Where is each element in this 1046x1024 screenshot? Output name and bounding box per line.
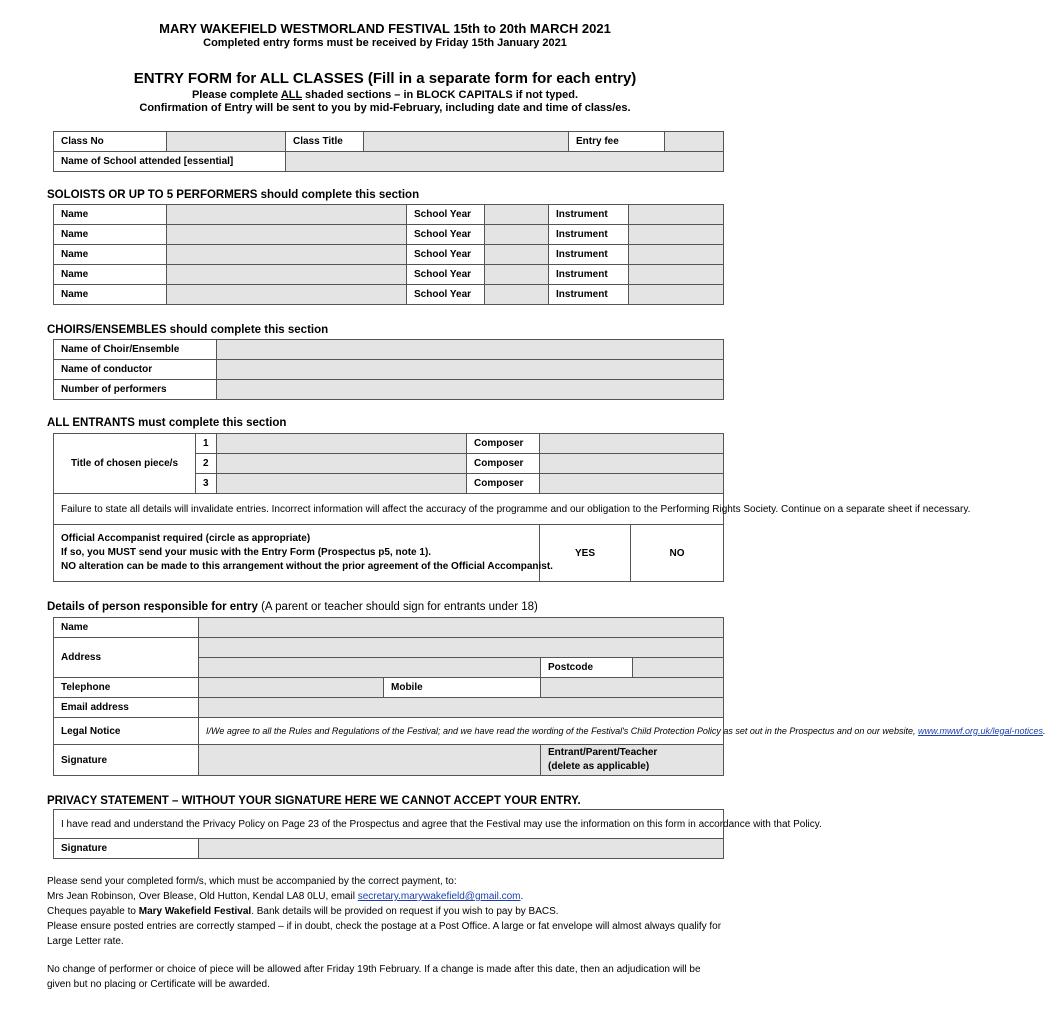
yes-option[interactable]: YES (540, 525, 631, 582)
piece-number: 1 (196, 434, 217, 454)
performers-field[interactable] (217, 380, 724, 400)
entrants-heading: ALL ENTRANTS must complete this section (47, 417, 287, 429)
confirmation-text: Confirmation of Entry will be sent to you by mid-February, including date and time of class/es. (139, 102, 631, 114)
soloist-name-field[interactable] (167, 265, 407, 285)
address-field-2[interactable] (199, 658, 541, 678)
instrument-label: Instrument (549, 265, 629, 285)
address-line: Mrs Jean Robinson, Over Blease, Old Hutton, Kendal LA8 0LU, email secretary.marywakefield@gmail.com. (47, 891, 524, 902)
piece-number: 3 (196, 474, 217, 494)
change-policy (47, 962, 727, 992)
privacy-signature-label: Signature (54, 839, 199, 859)
instrument-field[interactable] (629, 205, 724, 225)
send-line: Please send your completed form/s, which must be accompanied by the correct payment, to: (47, 876, 457, 887)
privacy-table (53, 809, 822, 859)
telephone-field[interactable] (199, 678, 384, 698)
conductor-label: Name of conductor (54, 360, 217, 380)
composer-label: Composer (467, 434, 540, 454)
name-label: Name (54, 618, 199, 638)
composer-field[interactable] (540, 474, 724, 494)
soloist-name-label: Name (54, 225, 167, 245)
instrument-field[interactable] (629, 265, 724, 285)
soloist-name-field[interactable] (167, 245, 407, 265)
piece-title-field[interactable] (217, 474, 467, 494)
soloist-name-label: Name (54, 285, 167, 305)
performers-label: Number of performers (54, 380, 217, 400)
soloist-name-label: Name (54, 265, 167, 285)
instrument-field[interactable] (629, 285, 724, 305)
piece-title-field[interactable] (217, 434, 467, 454)
school-label: Name of School attended [essential] (54, 152, 286, 172)
no-option[interactable]: NO (631, 525, 724, 582)
soloist-name-field[interactable] (167, 285, 407, 305)
composer-label: Composer (467, 454, 540, 474)
postcode-field[interactable] (633, 658, 724, 678)
class-info-table (53, 131, 724, 172)
instrument-label: Instrument (549, 245, 629, 265)
piece-title-label: Title of chosen piece/s (54, 434, 196, 494)
entry-fee-label: Entry fee (569, 132, 665, 152)
composer-label: Composer (467, 474, 540, 494)
cheque-line: Cheques payable to Mary Wakefield Festival. Bank details will be provided on request if you wish to pay by BACS. (47, 906, 559, 917)
form-title: ENTRY FORM for ALL CLASSES (Fill in a separate form for each entry) (133, 70, 637, 87)
signer-role: Entrant/Parent/Teacher (delete as applicable) (541, 745, 724, 776)
soloist-name-label: Name (54, 205, 167, 225)
entry-fee-field[interactable] (665, 132, 724, 152)
class-title-field[interactable] (364, 132, 569, 152)
instructions: Please complete ALL shaded sections – in BLOCK CAPITALS if not typed. (191, 89, 579, 101)
responsible-table (53, 617, 1046, 776)
legal-notice-text: I/We agree to all the Rules and Regulations of the Festival; and we have read the wording of the Festival's Child Protection Policy as set out in the Prospectus and on our website, www.mwwf.org.uk/legal-notices. (199, 718, 724, 745)
piece-number: 2 (196, 454, 217, 474)
email-label: Email address (54, 698, 199, 718)
class-title-label: Class Title (286, 132, 364, 152)
school-year-field[interactable] (485, 285, 549, 305)
soloists-heading: SOLOISTS OR UP TO 5 PERFORMERS should complete this section (47, 189, 420, 201)
payment-instructions (47, 874, 727, 949)
school-year-label: School Year (407, 285, 485, 305)
choirs-heading: CHOIRS/ENSEMBLES should complete this section (47, 324, 329, 336)
school-year-label: School Year (407, 225, 485, 245)
composer-field[interactable] (540, 434, 724, 454)
choir-name-label: Name of Choir/Ensemble (54, 340, 217, 360)
school-year-label: School Year (407, 205, 485, 225)
festival-title: MARY WAKEFIELD WESTMORLAND FESTIVAL 15th to 20th MARCH 2021 (159, 21, 611, 36)
postcode-label: Postcode (541, 658, 633, 678)
school-year-field[interactable] (485, 245, 549, 265)
school-year-label: School Year (407, 245, 485, 265)
privacy-signature-field[interactable] (199, 839, 724, 859)
school-year-field[interactable] (485, 265, 549, 285)
legal-notices-link[interactable]: www.mwwf.org.uk/legal-notices (917, 725, 1043, 736)
invalidation-warning: Failure to state all details will invalidate entries. Incorrect information will affect the accuracy of the programme and our obligation to the Performing Rights Society. Continue on a separate sheet if necessary. (54, 494, 724, 525)
instrument-field[interactable] (629, 245, 724, 265)
conductor-field[interactable] (217, 360, 724, 380)
postage-line: Please ensure posted entries are correctly stamped – if in doubt, check the postage at a Post Office. A large or fat envelope will almost always qualify for Large Letter rate. (47, 921, 722, 947)
name-field[interactable] (199, 618, 724, 638)
class-no-field[interactable] (167, 132, 286, 152)
signature-field[interactable] (199, 745, 541, 776)
piece-title-field[interactable] (217, 454, 467, 474)
legal-notice-label: Legal Notice (54, 718, 199, 745)
choirs-table (53, 339, 724, 400)
soloists-table (53, 204, 724, 305)
soloist-name-field[interactable] (167, 205, 407, 225)
mobile-label: Mobile (384, 678, 541, 698)
email-field[interactable] (199, 698, 724, 718)
school-field[interactable] (286, 152, 724, 172)
privacy-text: I have read and understand the Privacy Policy on Page 23 of the Prospectus and agree that the Festival may use the information on this form in accordance with that Policy. (54, 810, 724, 839)
school-year-label: School Year (407, 265, 485, 285)
instrument-label: Instrument (549, 225, 629, 245)
secretary-email-link[interactable]: secretary.marywakefield@gmail.com (357, 891, 521, 902)
instrument-label: Instrument (549, 285, 629, 305)
soloist-name-field[interactable] (167, 225, 407, 245)
soloist-name-label: Name (54, 245, 167, 265)
privacy-heading: PRIVACY STATEMENT – WITHOUT YOUR SIGNATURE HERE WE CANNOT ACCEPT YOUR ENTRY. (47, 795, 581, 807)
responsible-heading: Details of person responsible for entry (A parent or teacher should sign for entrants under 18) (47, 601, 538, 613)
entrants-table (53, 433, 971, 582)
class-no-label: Class No (54, 132, 167, 152)
school-year-field[interactable] (485, 225, 549, 245)
signature-label: Signature (54, 745, 199, 776)
telephone-label: Telephone (54, 678, 199, 698)
address-field-1[interactable] (199, 638, 724, 658)
choir-name-field[interactable] (217, 340, 724, 360)
instrument-label: Instrument (549, 205, 629, 225)
accompanist-notice: Official Accompanist required (circle as appropriate) If so, you MUST send your music with the Entry Form (Prospectus p5, note 1). NO alteration can be made to this arrangement without the prior agreement of the Official Accompanist. (54, 525, 540, 582)
change-policy-text: No change of performer or choice of piece will be allowed after Friday 19th February. If a change is made after this date, then an adjudication will be given but no placing or Certificate will be awarded. (47, 964, 701, 990)
composer-field[interactable] (540, 454, 724, 474)
address-label: Address (54, 638, 199, 678)
instrument-field[interactable] (629, 225, 724, 245)
deadline-text: Completed entry forms must be received by Friday 15th January 2021 (203, 37, 567, 49)
school-year-field[interactable] (485, 205, 549, 225)
mobile-field[interactable] (541, 678, 724, 698)
